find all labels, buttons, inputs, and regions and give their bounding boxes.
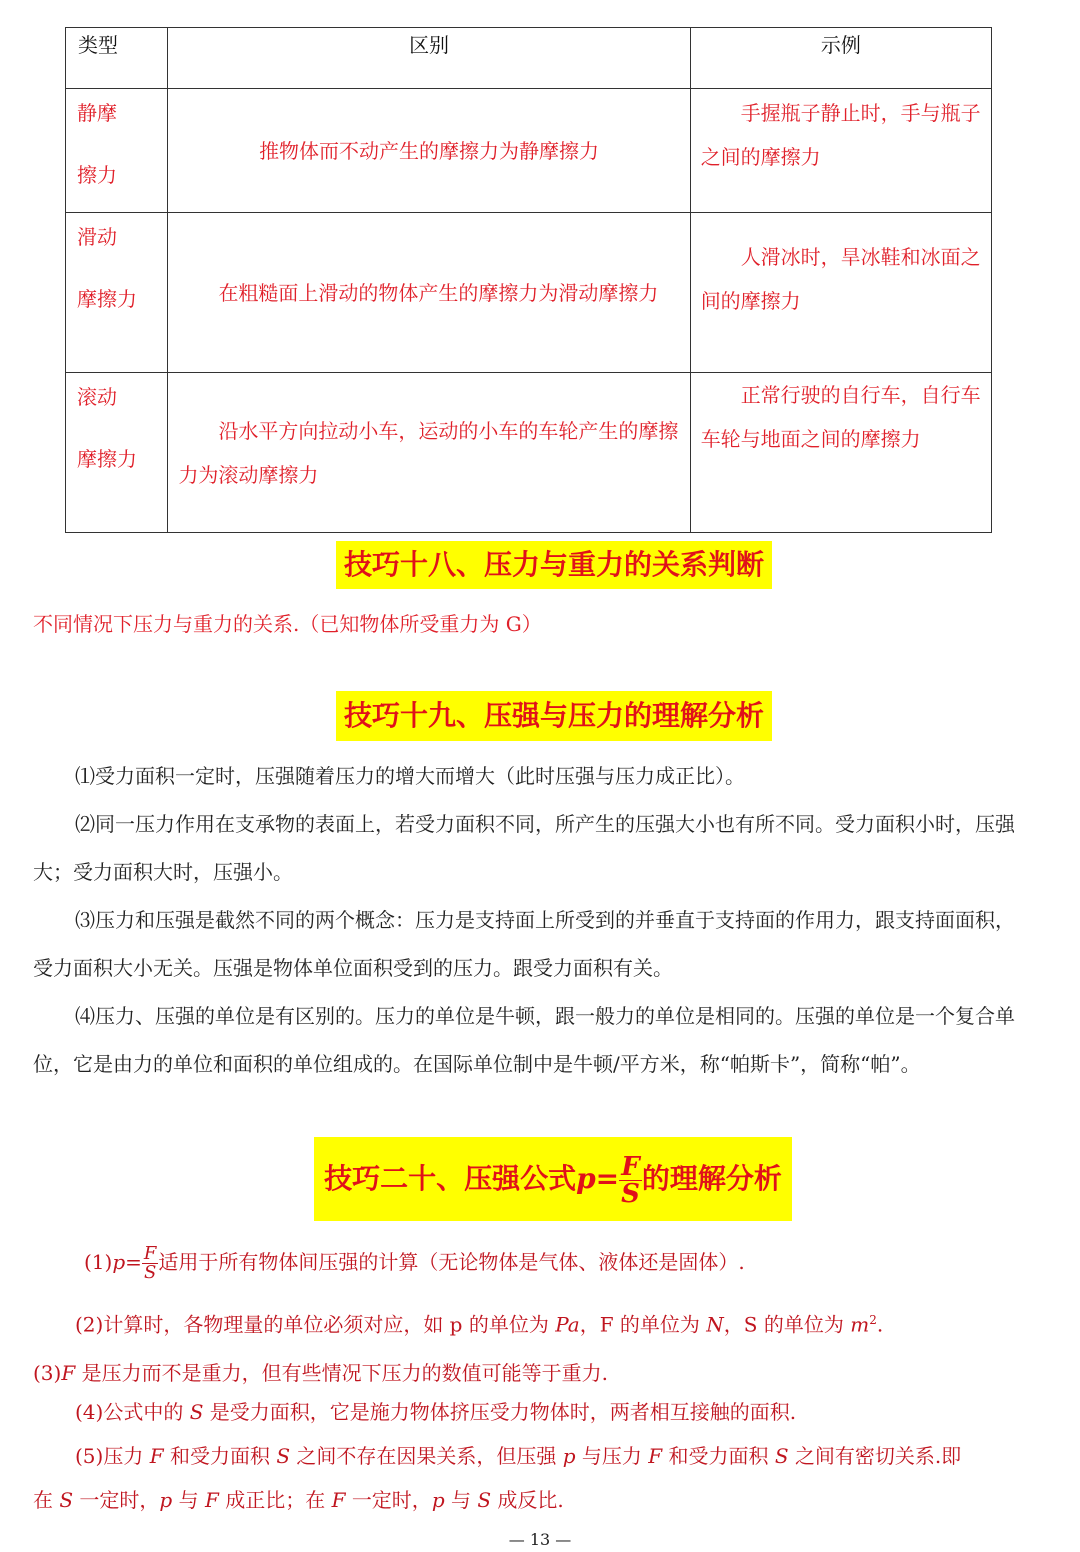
title-var-p: p (576, 1162, 596, 1195)
title-text: 技巧二十、压强公式 (324, 1162, 577, 1195)
difference-text: 在粗糙面上滑动的物体产生的摩擦力为滑动摩擦力 (218, 280, 659, 305)
difference-text: 沿水平方向拉动小车，运动的小车的车轮产生的摩擦力为滚动摩擦力 (178, 418, 679, 487)
example-cell (690, 373, 991, 533)
type-cell (66, 89, 168, 213)
line-text: 与压力 (581, 1444, 642, 1468)
table-row (66, 89, 992, 213)
sec20-line-3 (33, 1357, 608, 1389)
page-number: — 13 — (508, 1530, 572, 1549)
type-text: 滑动 (77, 225, 117, 249)
type-cell (66, 213, 168, 373)
formula-fraction (619, 1154, 642, 1207)
paragraph: ⑴受力面积一定时，压强随着压力的增大而增大（此时压强与压力成正比）。 (75, 764, 745, 788)
table-row (66, 373, 992, 533)
paragraph: ⑷压力、压强的单位是有区别的。压力的单位是牛顿，跟一般力的单位是相同的。压强的单位是一个复合单位，它是由力的单位和面积的单位组成的。在国际单位制中是牛顿/平方米，称“帕斯卡”，简称“帕”。 (33, 1004, 1015, 1076)
header-difference: 区别 (168, 28, 690, 89)
var-f: F (149, 1444, 164, 1468)
fraction-denominator: S (144, 1262, 157, 1283)
title-eq: = (595, 1162, 620, 1195)
line-text: ，F 的单位为 (579, 1312, 700, 1337)
table-row (66, 213, 992, 373)
line-text: 之间不存在因果关系，但压强 (296, 1444, 557, 1468)
var-f: F (61, 1361, 76, 1385)
friction-table (65, 27, 992, 533)
paragraph: ⑵同一压力作用在支承物的表面上，若受力面积不同，所产生的压强大小也有所不同。受力面积小时，压强大；受力面积大时，压强小。 (33, 812, 1015, 884)
example-text: 人滑冰时，旱冰鞋和冰面之间的摩擦力 (700, 245, 981, 313)
line-text: 在 (33, 1488, 53, 1512)
difference-cell (168, 373, 690, 533)
fraction-numerator: F (619, 1154, 642, 1181)
var-p: p (562, 1444, 576, 1468)
section-20-title (314, 1137, 792, 1221)
difference-text: 推物体而不动产生的摩擦力为静摩擦力 (259, 138, 600, 163)
line-text: 与 (450, 1488, 471, 1512)
eq-sign: = (125, 1250, 142, 1274)
var-p: p (112, 1250, 126, 1274)
var-s: S (477, 1488, 492, 1512)
sec20-line-6 (33, 1484, 564, 1516)
line-text: 成反比. (497, 1488, 564, 1512)
example-cell (690, 213, 991, 373)
line-text: (2)计算时，各物理量的单位必须对应，如 p 的单位为 (75, 1312, 549, 1337)
unit-pa: Pa (555, 1312, 580, 1337)
var-f: F (204, 1488, 219, 1512)
unit-m: m (850, 1312, 870, 1337)
line-text: 与 (178, 1488, 199, 1512)
line-text: (1) (84, 1250, 113, 1274)
header-type: 类型 (66, 28, 168, 89)
fraction-numerator: F (143, 1243, 157, 1264)
type-text: 擦力 (77, 163, 117, 187)
header-example: 示例 (690, 28, 991, 89)
sec20-line-4 (75, 1396, 796, 1428)
sec20-line-5 (75, 1440, 961, 1472)
var-s: S (59, 1488, 74, 1512)
section-19-title: 技巧十九、压强与压力的理解分析 (336, 691, 772, 741)
line-text: (4)公式中的 (75, 1400, 184, 1424)
var-s: S (774, 1444, 789, 1468)
type-text: 摩擦力 (77, 287, 137, 311)
fraction-denominator: S (621, 1179, 640, 1209)
unit-n: N (706, 1312, 724, 1337)
example-text: 正常行驶的自行车，自行车车轮与地面之间的摩擦力 (700, 383, 981, 451)
type-text: 滚动 (77, 385, 117, 409)
line-text: 是压力而不是重力，但有些情况下压力的数值可能等于重力. (75, 1361, 608, 1385)
line-text: 和受力面积 (668, 1444, 769, 1468)
line-text: 和受力面积 (169, 1444, 270, 1468)
var-s: S (189, 1400, 204, 1424)
type-cell (66, 373, 168, 533)
line-text: (3) (33, 1361, 62, 1385)
line-text: 是受力面积，它是施力物体挤压受力物体时，两者相互接触的面积. (203, 1400, 797, 1424)
line-text: 之间有密切关系.即 (794, 1444, 962, 1468)
difference-cell (168, 89, 690, 213)
formula-fraction (142, 1245, 159, 1282)
example-text: 手握瓶子静止时，手与瓶子之间的摩擦力 (700, 101, 981, 169)
paragraph: ⑶压力和压强是截然不同的两个概念：压力是支持面上所受到的并垂直于支持面的作用力，跟支持面面积，受力面积大小无关。压强是物体单位面积受到的压力。跟受力面积有关。 (33, 908, 1015, 980)
table-header-row (66, 28, 992, 89)
sec20-line-1 (84, 1238, 745, 1286)
var-p: p (159, 1488, 173, 1512)
line-text: 一定时， (351, 1488, 432, 1512)
var-p: p (431, 1488, 445, 1512)
line-text: 适用于所有物体间压强的计算（无论物体是气体、液体还是固体）. (158, 1250, 745, 1274)
section-19-body (33, 752, 1028, 1088)
example-cell (690, 89, 991, 213)
section-18-text: 不同情况下压力与重力的关系.（已知物体所受重力为 G） (33, 612, 542, 636)
var-s: S (276, 1444, 291, 1468)
line-text: (5)压力 (75, 1444, 144, 1468)
type-text: 摩擦力 (77, 447, 137, 471)
title-text: 的理解分析 (641, 1162, 782, 1195)
var-f: F (331, 1488, 346, 1512)
var-f: F (648, 1444, 663, 1468)
sec20-line-2 (75, 1304, 883, 1341)
line-text: . (876, 1312, 884, 1337)
line-text: 成正比；在 (225, 1488, 326, 1512)
line-text: ，S 的单位为 (723, 1312, 844, 1337)
type-text: 静摩 (77, 101, 117, 125)
difference-cell (168, 213, 690, 373)
section-18-title: 技巧十八、压力与重力的关系判断 (336, 541, 772, 589)
unit-exponent: 2 (869, 1313, 877, 1327)
line-text: 一定时， (79, 1488, 160, 1512)
